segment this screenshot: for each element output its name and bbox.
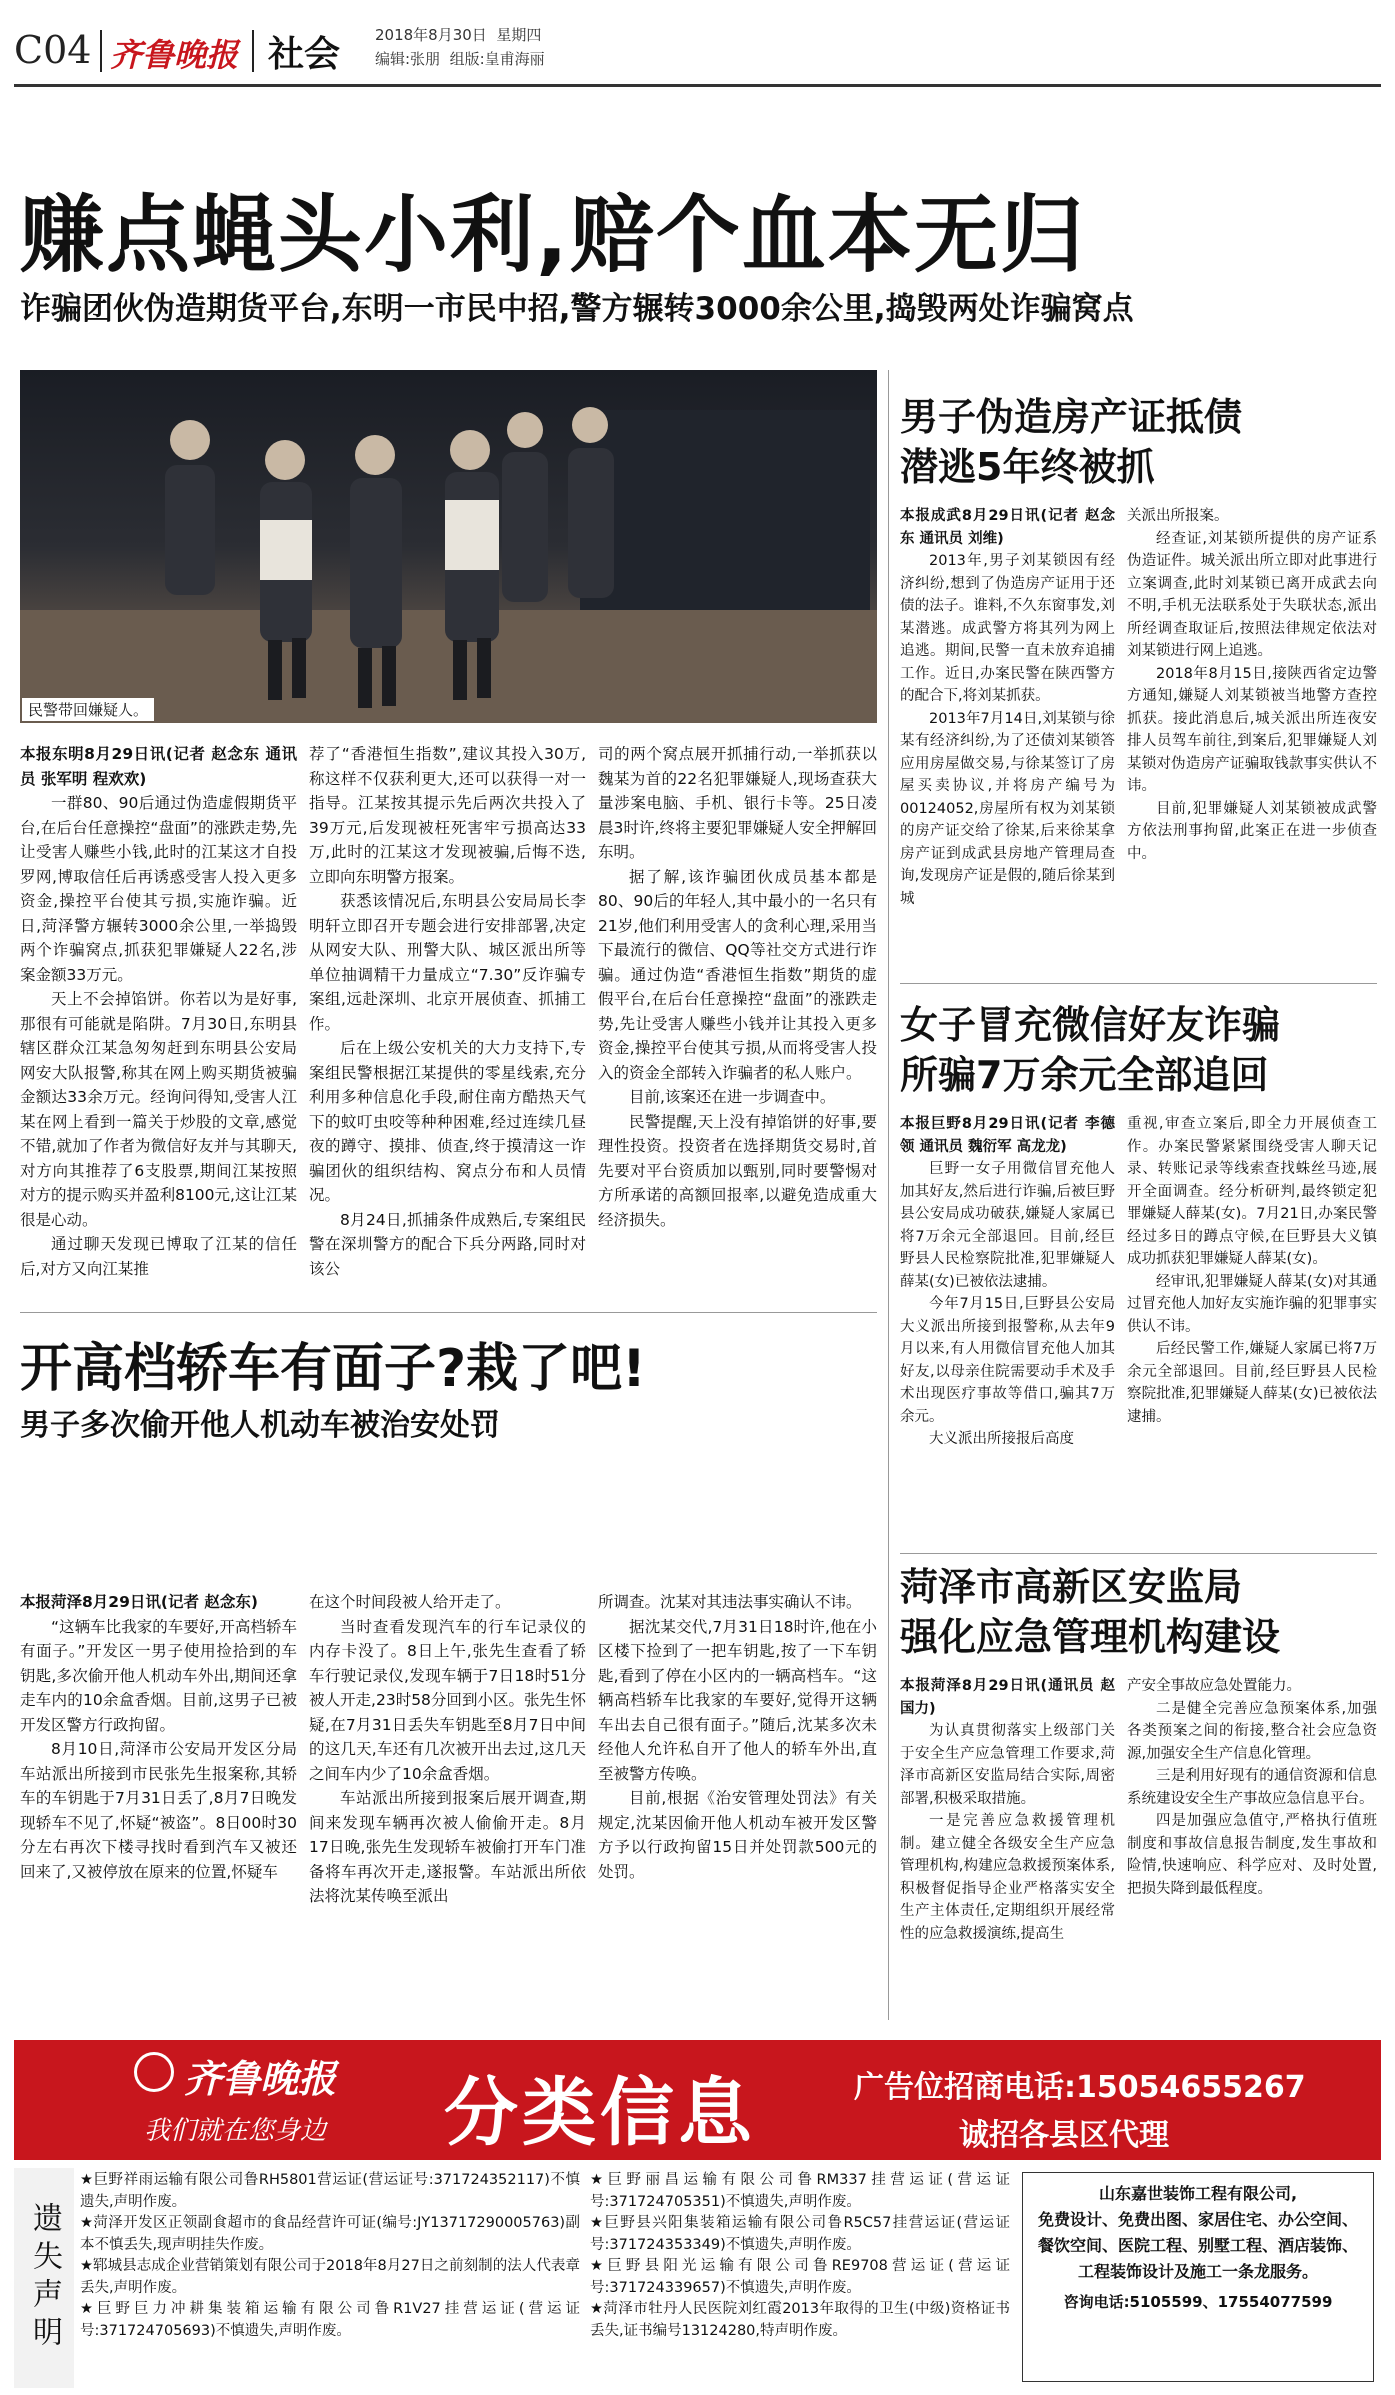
banner-recruit: 诚招各县区代理 [959, 2118, 1169, 2153]
safety-col1-para: 一是完善应急救援管理机制。建立健全各级安全生产应急管理机构,构建应急救援预案体系,积极督促指导企业严格落实安全生产主体责任,定期组织开展经常性的应急救援演练,提高生 [900, 1813, 1115, 1942]
car-col1-para: “这辆车比我家的车要好,开高档轿车有面子。”开发区一男子使用捡拾到的车钥匙,多次偷开他人机动车外出,期间还拿走车内的10余盒香烟。目前,这男子已被开发区警方行政拘留。 [20, 1617, 297, 1734]
fake-cert-col2-para: 目前,犯罪嫌疑人刘某锁被成武警方依法刑事拘留,此案正在进一步侦查中。 [1127, 800, 1377, 862]
paper-logo: 齐鲁晚报 [110, 36, 239, 74]
car-col2-para: 当时查看发现汽车的行车记录仪的内存卡没了。8日上午,张先生查看了轿车行驶记录仪,发现车辆于7日18时51分被人开走,23时58分回到小区。张先生怀疑,在7月31日丢失车钥匙至8月7日中间的这几天,车还有几次被开出去过,这几天之间车内少了10余盒香烟。 [309, 1617, 586, 1783]
main-col2-para: 获悉该情况后,东明县公安局局长李明轩立即召开专题会进行安排部署,决定从网安大队、刑警大队、城区派出所等单位抽调精干力量成立“7.30”反诈骗专案组,远赴深圳、北京开展侦查、抓捕工作。 [309, 892, 586, 1033]
fake-cert-col1-para: 2013年7月14日,刘某锁与徐某有经济纠纷,为了还债刘某锁答应用房屋做交易,与徐某签订了房屋买卖协议,并将房产编号为00124052,房屋所有权为刘某锁的房产证交给了徐某,后来徐某拿房产证到成武县房地产管理局查询,发现房产证是假的,随后徐某到城 [900, 710, 1115, 907]
editor-info [375, 48, 545, 69]
fake-cert-headline-line2: 潜逃5年终被抓 [900, 445, 1155, 489]
fake-cert-col1-para: 2013年,男子刘某锁因有经济纠纷,想到了伪造房产证用于还债的法子。谁料,不久东窗事发,刘某潜逃。成武警方将其列为网上追逃。期间,民警一直未放弃追捕工作。近日,办案民警在陕西警方的配合下,将刘某抓获。 [900, 553, 1115, 704]
wechat-col2-para: 后经民警工作,嫌疑人家属已将7万余元全部退回。目前,经巨野县人民检察院批准,犯罪嫌疑人薛某(女)已被依法逮捕。 [1127, 1341, 1377, 1425]
masthead-divider [252, 30, 254, 72]
banner-brand: 齐鲁晚报 [184, 2056, 337, 2101]
page-number: C04 [14, 28, 92, 72]
main-col1-para: 天上不会掉馅饼。你若以为是好事,那很有可能就是陷阱。7月30日,东明县辖区群众江某急匆匆赶到东明县公安局网安大队报警,称其在网上购买期货被骗金额达33余万元。经询问得知,受害人江某在网上看到一篇关于炒股的文章,感觉不错,就加了作者为微信好友并与其聊天,对方向其推荐了6支股票,期间江某按照对方的提示购买并盈利8100元,这让江某很是心动。 [20, 990, 297, 1229]
car-headline: 开高档轿车有面子?栽了吧! [20, 1339, 646, 1399]
banner-slogan: 我们就在您身边 [144, 2116, 327, 2146]
car-article-col3 [598, 1590, 877, 2020]
car-col3-para: 目前,根据《治安管理处罚法》有关规定,沈某因偷开他人机动车被开发区警方予以行政拘留15日并处罚款500元的处罚。 [598, 1789, 877, 1881]
safety-col2-para: 二是健全完善应急预案体系,加强各类预案之间的衔接,整合社会应急资源,加强安全生产信息化管理。 [1127, 1700, 1377, 1762]
notices-right [590, 2170, 1010, 2385]
layout-editor: 组版:皇甫海丽 [449, 50, 545, 68]
safety-col2-para: 三是利用好现有的通信资源和信息系统建设安全生产事故应急信息平台。 [1127, 1768, 1377, 1807]
wechat-col1 [900, 1113, 1115, 1553]
notice-item: ★菏泽市牡丹人民医院刘红霞2013年取得的卫生(中级)资格证书丢失,证书编号13124280,特声明作废。 [590, 2301, 1010, 2339]
safety-headline [900, 1562, 1280, 1662]
main-byline: 本报东明8月29日讯(记者 赵念东 通讯员 张军明 程欢欢) [20, 745, 297, 788]
notices-left [80, 2170, 580, 2385]
fake-cert-col2 [1127, 505, 1377, 975]
fake-cert-byline: 本报成武8月29日讯(记者 赵念东 通讯员 刘维) [900, 508, 1115, 547]
fake-cert-col1 [900, 505, 1115, 975]
wechat-col2-para: 经审讯,犯罪嫌疑人薛某(女)对其通过冒充他人加好友实施诈骗的犯罪事实供认不讳。 [1127, 1273, 1377, 1335]
main-col2-para: 荐了“香港恒生指数”,建议其投入30万,称这样不仅获利更大,还可以获得一对一指导。江某按其提示先后两次共投入了39万元,后发现被枉死害牢亏损高达33万,此时的江某这才发现被骗,后悔不迭,立即向东明警方报案。 [309, 745, 586, 886]
wechat-headline-line2: 所骗7万余元全部追回 [900, 1053, 1269, 1097]
wechat-col1-para: 大义派出所接报后高度 [929, 1431, 1074, 1447]
fake-cert-col2-para: 经查证,刘某锁所提供的房产证系伪造证件。城关派出所立即对此事进行立案调查,此时刘某锁已离开成武去向不明,手机无法联系处于失联状态,派出所经调查取证后,按照法律规定依法对刘某锁进行网上追逃。 [1127, 530, 1377, 659]
wechat-headline [900, 1000, 1280, 1100]
editor: 编辑:张朋 [375, 50, 441, 68]
weekday: 星期四 [496, 26, 542, 44]
section-rule [900, 1553, 1377, 1554]
issue-date [375, 24, 541, 45]
fake-cert-col2-para: 2018年8月15日,接陕西省定边警方通知,嫌疑人刘某锁被当地警方查控抓获。接此消息后,城关派出所连夜安排人员驾车前往,到案后,犯罪嫌疑人刘某锁对伪造房产证骗取钱款事实供认不讳。 [1127, 665, 1377, 794]
safety-col1 [900, 1675, 1115, 2020]
ad-box [1022, 2172, 1374, 2382]
car-article-col1 [20, 1590, 297, 2020]
notice-item: ★巨野祥雨运输有限公司鲁RH5801营运证(营运证号:371724352117)不慎遗失,声明作废。 [80, 2172, 580, 2210]
wechat-byline: 本报巨野8月29日讯(记者 李德领 通讯员 魏衍军 高龙龙) [900, 1116, 1115, 1155]
wechat-col1-para: 今年7月15日,巨野县公安局大义派出所接到报警称,从去年9月以来,有人用微信冒充他人加其好友,以母亲住院需要动手术及手术出现医疗事故等借口,骗其7万余元。 [900, 1296, 1115, 1425]
safety-byline: 本报菏泽8月29日讯(通讯员 赵国力) [900, 1678, 1115, 1717]
vertical-divider [888, 370, 889, 2020]
safety-col2 [1127, 1675, 1377, 2020]
main-article-col1 [20, 742, 297, 1302]
photo-scene [20, 370, 877, 723]
notices-label [14, 2168, 74, 2388]
main-col3-para: 目前,该案还在进一步调查中。 [629, 1088, 836, 1106]
car-col1-para: 8月10日,菏泽市公安局开发区分局车站派出所接到市民张先生报案称,其轿车的车钥匙于7月31日丢了,8月7日晚发现轿车不见了,怀疑“被盗”。8日00时30分左右再次下楼寻找时看到汽车又被还回来了,又被停放在原来的位置,怀疑车 [20, 1740, 297, 1881]
wechat-headline-line1: 女子冒充微信好友诈骗 [900, 1003, 1281, 1047]
main-col2-para: 后在上级公安机关的大力支持下,专案组民警根据江某提供的零星线索,充分利用多种信息化手段,耐住南方酷热天气下的蚊叮虫咬等种种困难,经过连续几昼夜的蹲守、摸排、侦查,终于摸清这一诈骗团伙的组织结构、窝点分布和人员情况。 [309, 1039, 586, 1204]
main-col1-para: 一群80、90后通过伪造虚假期货平台,在后台任意操控“盘面”的涨跌走势,先让受害人赚些小钱,此时的江某这才自投罗网,博取信任后再诱惑受害人投入更多资金,操控平台使其亏损,实施诈骗。近日,菏泽警方辗转3000余公里,一举捣毁两个诈骗窝点,抓获犯罪嫌疑人22名,涉案金额33万元。 [20, 794, 297, 984]
classified-banner [14, 2040, 1381, 2160]
main-headline: 赚点蝇头小利,赔个血本无归 [20, 186, 1086, 284]
section-name: 社会 [268, 34, 341, 75]
ad-box-company: 山东嘉世装饰工程有限公司, [1098, 2184, 1298, 2203]
notice-item: ★巨野县兴阳集装箱运输有限公司鲁R5C57挂营运证(营运证号:371724353349)不慎遗失,声明作废。 [590, 2215, 1010, 2253]
notice-item: ★巨野县阳光运输有限公司鲁RE9708营运证(营运证号:371724339657)不慎遗失,声明作废。 [590, 2258, 1010, 2296]
notice-item: ★菏泽开发区正领副食超市的食品经营许可证(编号:JY13717290005763)副本不慎丢失,现声明挂失作废。 [80, 2215, 580, 2253]
wechat-col1-para: 巨野一女子用微信冒充他人加其好友,然后进行诈骗,后被巨野县公安局成功破获,嫌疑人家属已将7万余元全部退回。目前,经巨野县人民检察院批准,犯罪嫌疑人薛某(女)已被依法逮捕。 [900, 1161, 1115, 1290]
safety-headline-line1: 菏泽市高新区安监局 [900, 1565, 1243, 1609]
main-subhead: 诈骗团伙伪造期货平台,东明一市民中招,警方辗转3000余公里,捣毁两处诈骗窝点 [20, 291, 1134, 327]
main-col3-para: 民警提醒,天上没有掉馅饼的好事,要理性投资。投资者在选择期货交易时,首先要对平台资质加以甄别,同时要警惕对方所承诺的高额回报率,以避免造成重大经济损失。 [598, 1112, 877, 1229]
fake-cert-col2-para: 关派出所报案。 [1127, 508, 1229, 524]
news-photo [20, 370, 877, 723]
photo-caption: 民警带回嫌疑人。 [22, 698, 154, 721]
car-col2-para: 在这个时间段被人给开走了。 [309, 1593, 511, 1611]
car-byline: 本报菏泽8月29日讯(记者 赵念东) [20, 1593, 258, 1611]
car-col3-para: 所调查。沈某对其违法事实确认不讳。 [598, 1593, 862, 1611]
section-rule [20, 1312, 877, 1313]
car-col2-para: 车站派出所接到报案后展开调查,期间来发现车辆再次被人偷偷开走。8月17日晚,张先生发现轿车被偷打开车门准备将车再次开走,遂报警。车站派出所依法将沈某传唤至派出 [309, 1789, 586, 1905]
main-col2-para: 8月24日,抓捕条件成熟后,专案组民警在深圳警方的配合下兵分两路,同时对该公 [309, 1210, 586, 1278]
fake-cert-headline-line1: 男子伪造房产证抵债 [900, 395, 1243, 439]
main-article-col2 [309, 742, 586, 1302]
safety-headline-line2: 强化应急管理机构建设 [900, 1615, 1281, 1659]
main-article-col3 [598, 742, 877, 1302]
main-col1-para: 通过聊天发现已博取了江某的信任后,对方又向江某推 [20, 1235, 297, 1278]
banner-title: 分类信息 [444, 2070, 756, 2156]
safety-col2-para: 四是加强应急值守,严格执行值班制度和事故信息报告制度,发生事故和险情,快速响应、科学应对、及时处置,把损失降到最低程度。 [1127, 1813, 1377, 1897]
ad-box-services: 免费设计、免费出图、家居住宅、办公空间、餐饮空间、医院工程、别墅工程、酒店装饰、工程装饰设计及施工一条龙服务。 [1037, 2210, 1358, 2281]
wechat-col2-para: 重视,审查立案后,即全力开展侦查工作。办案民警紧紧围绕受害人聊天记录、转账记录等线索查找蛛丝马迹,展开全面调查。经分析研判,最终锁定犯罪嫌疑人薛某(女)。7月21日,办案民警经过多日的蹲点守候,在巨野县大义镇成功抓获犯罪嫌疑人薛某(女)。 [1127, 1116, 1377, 1267]
car-col3-para: 据沈某交代,7月31日18时许,他在小区楼下捡到了一把车钥匙,按了一下车钥匙,看到了停在小区内的一辆高档车。“这辆高档轿车比我家的车要好,觉得开这辆车出去自己很有面子。”随后,沈某多次未经他人允许私自开了他人的轿车外出,直至被警方传唤。 [598, 1617, 877, 1783]
wechat-col2 [1127, 1113, 1377, 1553]
main-col3-para: 司的两个窝点展开抓捕行动,一举抓获以魏某为首的22名犯罪嫌疑人,现场查获大量涉案电脑、手机、银行卡等。25日凌晨3时许,终将主要犯罪嫌疑人安全押解回东明。 [598, 745, 877, 861]
fake-cert-headline [900, 392, 1242, 492]
car-subhead: 男子多次偷开他人机动车被治安处罚 [20, 1408, 500, 1443]
ad-box-contact: 咨询电话:5105599、17554077599 [1063, 2293, 1333, 2311]
safety-col1-para: 为认真贯彻落实上级部门关于安全生产应急管理工作要求,菏泽市高新区安监局结合实际,周密部署,积极采取措施。 [900, 1723, 1115, 1807]
notice-item: ★巨野巨力冲耕集装箱运输有限公司鲁R1V27挂营运证(营运证号:371724705693)不慎遗失,声明作废。 [80, 2301, 580, 2339]
date: 2018年8月30日 [375, 26, 487, 44]
masthead-rule [14, 84, 1381, 87]
section-rule [900, 983, 1377, 984]
main-col3-para: 据了解,该诈骗团伙成员基本都是80、90后的年轻人,其中最小的一名只有21岁,他们利用受害人的贪利心理,采用当下最流行的微信、QQ等社交方式进行诈骗。通过伪造“香港恒生指数”期货的虚假平台,在后台任意操控“盘面”的涨跌走势,先让受害人赚些小钱并让其投入更多资金,操控平台使其亏损,从而将受害人投入的资金全部转入诈骗者的私人账户。 [598, 867, 877, 1082]
car-article-col2 [309, 1590, 586, 2020]
banner-logo-icon [134, 2052, 174, 2092]
masthead-divider [100, 30, 102, 72]
banner-ad-phone: 广告位招商电话:15054655267 [854, 2070, 1306, 2105]
notices-label-text: 遗失声明 [27, 2202, 62, 2354]
notice-item: ★郓城县志成企业营销策划有限公司于2018年8月27日之前刻制的法人代表章丢失,声明作废。 [80, 2258, 580, 2296]
safety-col2-para: 产安全事故应急处置能力。 [1127, 1678, 1301, 1694]
notice-item: ★巨野丽昌运输有限公司鲁RM337挂营运证(营运证号:371724705351)不慎遗失,声明作废。 [590, 2172, 1010, 2210]
